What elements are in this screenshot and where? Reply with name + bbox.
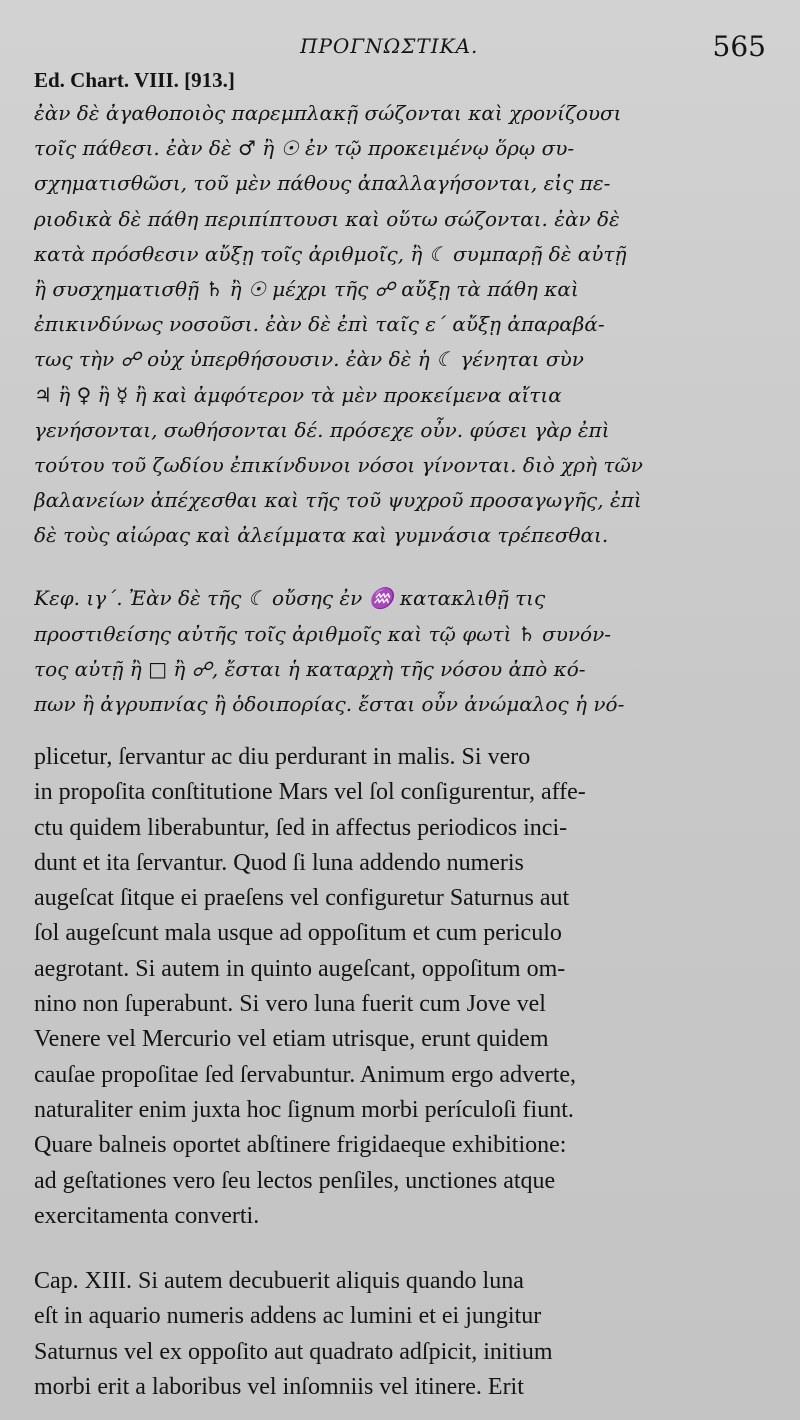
text-line: nino non ſuperabunt. Si vero luna fuerit cum Jove vel: [34, 991, 546, 1018]
text-line: Quare balneis oportet abſtinere frigidaeque exhibitione:: [34, 1132, 567, 1159]
text-line: ♃ ἢ ♀ ἢ ☿ ἢ καὶ ἀμφότερον τὰ μὲν προκείμενα αἴτια: [34, 382, 562, 407]
text-line: Κεφ. ιγ΄. Ἐὰν δὲ τῆς ☾ οὔσης ἐν ♒ κατακλιθῇ τις: [34, 586, 546, 611]
text-line: dunt et ita ſervantur. Quod ſi luna addendo numeris: [34, 849, 524, 876]
text-line: τούτου τοῦ ζωδίου ἐπικίνδυνοι νόσοι γίνονται. διὸ χρὴ τῶν: [34, 452, 643, 477]
text-line: βαλανείων ἀπέχεσθαι καὶ τῆς τοῦ ψυχροῦ προσαγωγῆς, ἐπὶ: [34, 488, 642, 513]
text-line: ἢ συσχηματισθῇ ♄ ἢ ☉ μέχρι τῆς ☍ αὔξῃ τὰ πάθη καὶ: [34, 276, 579, 301]
text-line: augeſcat ſitque ei praeſens vel configuretur Saturnus aut: [34, 885, 570, 912]
greek-text: [34, 96, 766, 722]
text-line: γενήσονται, σωθήσονται δέ. πρόσεχε οὖν. φύσει γὰρ ἐπὶ: [34, 417, 610, 442]
text-line: eſt in aquario numeris addens ac lumini et ei jungitur: [34, 1303, 542, 1330]
text-line: exercitamenta converti.: [34, 1202, 260, 1229]
text-line: in propoſita conſtitutione Mars vel ſol conſigurentur, affe-: [34, 779, 586, 806]
text-line: naturaliter enim juxta hoc ſignum morbi perículoſi fiunt.: [34, 1096, 574, 1123]
text-line: cauſae propoſitae ſed ſervabuntur. Animum ergo adverte,: [34, 1061, 577, 1088]
page-number: 565: [712, 30, 766, 63]
text-line: Cap. XIII. Si autem decubuerit aliquis quando luna: [34, 1268, 524, 1295]
edition-reference: Ed. Chart. VIII. [913.]: [34, 68, 235, 92]
text-line: ἐὰν δὲ ἀγαθοποιὸς παρεμπλακῇ σώζονται καὶ χρονίζουσι: [34, 101, 622, 125]
text-line: Saturnus vel ex oppoſito aut quadrato adſpicit, initium: [34, 1338, 553, 1365]
greek-paragraph-1: [34, 96, 766, 553]
text-line: ἐπικινδύνως νοσοῦσι. ἐὰν δὲ ἐπὶ ταῖς ε΄ αὔξῃ ἀπαραβά-: [34, 312, 605, 337]
text-line: Venere vel Mercurio vel etiam utrisque, erunt quidem: [34, 1026, 549, 1053]
latin-paragraph-2: [34, 1264, 766, 1405]
text-line: plicetur, ſervantur ac diu perdurant in malis. Si vero: [34, 744, 531, 770]
text-line: πων ἢ ἀγρυπνίας ἢ ὁδοιπορίας. ἔσται οὖν ἀνώμαλος ἡ νό-: [34, 692, 625, 716]
text-line: κατὰ πρόσθεσιν αὔξῃ τοῖς ἀριθμοῖς, ἢ ☾ συμπαρῇ δὲ αὐτῇ: [34, 241, 627, 266]
paragraph-gap: [34, 1234, 766, 1264]
text-line: ριοδικὰ δὲ πάθη περιπίπτουσι καὶ οὕτω σώζονται. ἐὰν δὲ: [34, 206, 620, 231]
text-line: ad geſtationes vero ſeu lectos penſiles, unctiones atque: [34, 1167, 556, 1194]
latin-text: [34, 740, 766, 1405]
text-line: προστιθείσης αὐτῆς τοῖς ἀριθμοῖς καὶ τῷ φωτὶ ♄ συνόν-: [34, 621, 612, 646]
text-line: τως τὴν ☍ οὐχ ὑπερθήσουσιν. ἐὰν δὲ ἡ ☾ γένηται σὺν: [34, 347, 584, 372]
latin-paragraph-1: [34, 740, 766, 1234]
text-line: τοῖς πάθεσι. ἐὰν δὲ ♂ ἢ ☉ ἐν τῷ προκειμένῳ ὅρῳ συ-: [34, 136, 575, 161]
text-line: σχηματισθῶσι, τοῦ μὲν πάθους ἀπαλλαγήσονται, εἰς πε-: [34, 171, 611, 196]
text-line: ctu quidem liberabuntur, ſed in affectus periodicos inci-: [34, 814, 568, 841]
running-head: [0, 30, 800, 64]
text-line: morbi erit a laboribus vel inſomniis vel itinere. Erit: [34, 1374, 524, 1401]
text-line: ſol augeſcunt mala usque ad oppoſitum et cum periculo: [34, 920, 562, 947]
greek-paragraph-2: [34, 581, 766, 722]
text-line: aegrotant. Si autem in quinto augeſcant, oppoſitum om-: [34, 955, 566, 982]
running-title: ΠΡΟΓΝΩΣΤΙΚΑ.: [300, 34, 479, 58]
paragraph-gap: [34, 553, 766, 581]
text-line: δὲ τοὺς αἰώρας καὶ ἀλείμματα καὶ γυμνάσια τρέπεσθαι.: [34, 523, 609, 548]
text-line: τος αὐτῇ ἢ □ ἢ ☍, ἔσται ἡ καταρχὴ τῆς νόσου ἀπὸ κό-: [34, 656, 586, 681]
